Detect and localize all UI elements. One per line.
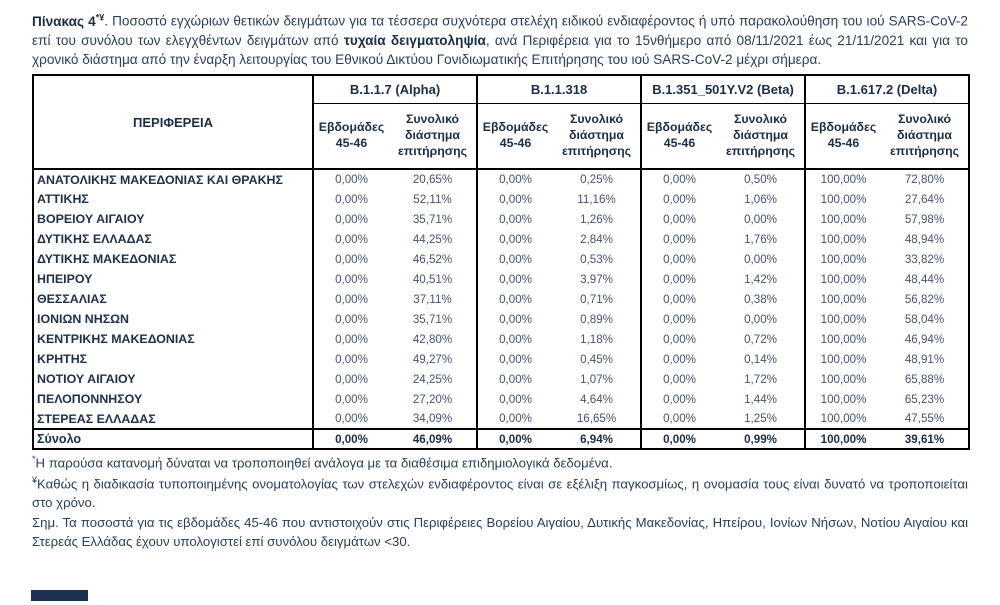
value-cell: 65,23% <box>904 392 945 406</box>
value-cell: 0,00% <box>477 389 553 409</box>
table-row <box>33 369 969 389</box>
value-cell: 16,65% <box>576 412 617 426</box>
value-cell: 0,00% <box>641 229 717 249</box>
value-cell: 46,52% <box>412 252 453 266</box>
table-row <box>33 229 969 249</box>
value-cell: 1,44% <box>744 392 777 406</box>
value-cell: 0,00% <box>477 189 553 209</box>
value-cell: 100,00% <box>805 289 881 309</box>
value-cell: 1,72% <box>744 372 777 386</box>
value-cell: 0,00% <box>641 209 717 229</box>
region-cell: ΙΟΝΙΩΝ ΝΗΣΩΝ <box>37 312 130 327</box>
footnote-2 <box>32 474 968 513</box>
subheader-total: Συνολικό διάστημα επιτήρησης <box>389 103 477 169</box>
value-cell: 100,00% <box>805 369 881 389</box>
page-title <box>32 11 968 69</box>
group-header-b11318: B.1.1.318 <box>477 75 641 103</box>
table-body <box>33 169 969 429</box>
value-cell: 100,00% <box>805 429 881 449</box>
value-cell: 20,65% <box>412 173 453 187</box>
value-cell: 0,45% <box>580 352 613 366</box>
subheader-weeks: Εβδομάδες 45-46 <box>313 103 389 169</box>
title-text-2: , ανά Περιφέρεια για το 15νθήμερο από 08/11/2021 έως 21/11/2021 και για το χρονικό διάστημα από την έναρξη λειτουργίας του Εθνικού Δικτύου Γονιδιωματικής Επιτήρησης του ιού SARS-CoV-2 μέχρι σήμερα. <box>32 32 968 68</box>
value-cell: 0,00% <box>477 429 553 449</box>
value-cell: 0,00% <box>641 309 717 329</box>
footnote-1-marker: * <box>32 454 36 465</box>
value-cell: 0,00% <box>641 349 717 369</box>
value-cell: 49,27% <box>412 352 453 366</box>
value-cell: 0,00% <box>477 369 553 389</box>
value-cell: 0,00% <box>313 349 389 369</box>
value-cell: 0,00% <box>641 249 717 269</box>
value-cell: 0,71% <box>580 292 613 306</box>
value-cell: 0,00% <box>641 389 717 409</box>
value-cell: 100,00% <box>805 169 881 189</box>
value-cell: 100,00% <box>805 349 881 369</box>
table-row <box>33 409 969 429</box>
region-cell: ΝΟΤΙΟΥ ΑΙΓΑΙΟΥ <box>37 372 136 387</box>
value-cell: 48,91% <box>904 352 945 366</box>
value-cell: 46,94% <box>904 332 945 346</box>
value-cell: 42,80% <box>412 332 453 346</box>
subheader-weeks: Εβδομάδες 45-46 <box>805 103 881 169</box>
value-cell: 47,55% <box>904 412 945 426</box>
table-foot <box>33 429 969 449</box>
value-cell: 1,18% <box>580 332 613 346</box>
value-cell: 100,00% <box>805 309 881 329</box>
value-cell: 1,26% <box>580 212 613 226</box>
table-row <box>33 269 969 289</box>
value-cell: 3,97% <box>580 272 613 286</box>
value-cell: 33,82% <box>904 252 945 266</box>
value-cell: 0,00% <box>313 389 389 409</box>
value-cell: 100,00% <box>805 269 881 289</box>
value-cell: 56,82% <box>904 292 945 306</box>
value-cell: 0,53% <box>580 252 613 266</box>
value-cell: 0,00% <box>744 312 777 326</box>
value-cell: 100,00% <box>805 209 881 229</box>
value-cell: 1,07% <box>580 372 613 386</box>
value-cell: 1,76% <box>744 232 777 246</box>
value-cell: 35,71% <box>412 312 453 326</box>
region-cell: ΚΡΗΤΗΣ <box>37 352 88 367</box>
value-cell: 0,14% <box>744 352 777 366</box>
value-cell: 0,00% <box>641 289 717 309</box>
value-cell: 0,00% <box>477 209 553 229</box>
value-cell: 2,84% <box>580 232 613 246</box>
region-cell: ΒΟΡΕΙΟΥ ΑΙΓΑΙΟΥ <box>37 212 145 227</box>
group-header-alpha: B.1.1.7 (Alpha) <box>313 75 477 103</box>
footnote-2-marker: ¥ <box>32 474 38 485</box>
title-bold-phrase: τυχαία δειγματοληψία <box>343 32 486 48</box>
value-cell: 0,00% <box>313 329 389 349</box>
region-column-header: ΠΕΡΙΦΕΡΕΙΑ <box>33 75 313 169</box>
value-cell: 0,00% <box>477 169 553 189</box>
value-cell: 100,00% <box>805 249 881 269</box>
value-cell: 6,94% <box>553 429 641 449</box>
value-cell: 100,00% <box>805 189 881 209</box>
value-cell: 0,00% <box>313 409 389 429</box>
value-cell: 0,00% <box>313 209 389 229</box>
value-cell: 0,00% <box>477 409 553 429</box>
value-cell: 40,51% <box>412 272 453 286</box>
table-row <box>33 209 969 229</box>
value-cell: 0,00% <box>641 169 717 189</box>
value-cell: 0,00% <box>744 252 777 266</box>
value-cell: 0,00% <box>313 169 389 189</box>
region-cell: ΚΕΝΤΡΙΚΗΣ ΜΑΚΕΔΟΝΙΑΣ <box>37 332 195 347</box>
value-cell: 0,00% <box>477 329 553 349</box>
footnote-1 <box>32 453 968 473</box>
value-cell: 11,16% <box>577 192 616 206</box>
value-cell: 0,00% <box>477 309 553 329</box>
value-cell: 0,00% <box>477 289 553 309</box>
value-cell: 0,50% <box>744 173 777 187</box>
value-cell: 0,00% <box>641 329 717 349</box>
group-header-beta: B.1.351_501Y.V2 (Beta) <box>641 75 805 103</box>
value-cell: 0,00% <box>313 269 389 289</box>
subheader-total: Συνολικό διάστημα επιτήρησης <box>717 103 805 169</box>
variants-table <box>32 74 970 450</box>
value-cell: 0,00% <box>477 349 553 369</box>
subheader-total: Συνολικό διάστημα επιτήρησης <box>553 103 641 169</box>
value-cell: 24,25% <box>412 372 453 386</box>
value-cell: 1,06% <box>744 192 777 206</box>
total-row <box>33 429 969 449</box>
value-cell: 27,64% <box>904 192 945 206</box>
value-cell: 44,25% <box>412 232 453 246</box>
region-cell: ΑΤΤΙΚΗΣ <box>37 192 89 207</box>
title-footnote-markers: *¥ <box>95 12 105 22</box>
value-cell: 0,00% <box>313 229 389 249</box>
value-cell: 0,00% <box>477 229 553 249</box>
region-cell: ΔΥΤΙΚΗΣ ΕΛΛΑΔΑΣ <box>37 232 152 247</box>
value-cell: 58,04% <box>904 312 945 326</box>
value-cell: 0,00% <box>477 269 553 289</box>
value-cell: 0,00% <box>313 249 389 269</box>
region-cell: ΣΤΕΡΕΑΣ ΕΛΛΑΔΑΣ <box>37 411 156 426</box>
region-cell: ΠΕΛΟΠΟΝΝΗΣΟΥ <box>37 392 143 407</box>
value-cell: 0,00% <box>641 369 717 389</box>
note-paragraph: Σημ. Τα ποσοστά για τις εβδομάδες 45-46 που αντιστοιχούν στις Περιφέρειες Βορείου Αιγαίου, Δυτικής Μακεδονίας, Ηπείρου, Ιονίων Νήσων, Νοτίου Αιγαίου και Στερεάς Ελλάδας έχουν υπολογιστεί επί συνόλου δειγμάτων <30. <box>32 515 968 550</box>
value-cell: 65,88% <box>904 372 945 386</box>
value-cell: 0,00% <box>313 309 389 329</box>
value-cell: 57,98% <box>904 212 945 226</box>
table-row <box>33 249 969 269</box>
subheader-weeks: Εβδομάδες 45-46 <box>477 103 553 169</box>
region-cell: ΘΕΣΣΑΛΙΑΣ <box>37 292 107 307</box>
region-cell: ΑΝΑΤΟΛΙΚΗΣ ΜΑΚΕΔΟΝΙΑΣ ΚΑΙ ΘΡΑΚΗΣ <box>37 172 283 187</box>
value-cell: 48,44% <box>904 272 945 286</box>
value-cell: 100,00% <box>805 389 881 409</box>
value-cell: 37,11% <box>413 292 452 306</box>
value-cell: 27,20% <box>412 392 453 406</box>
table-row <box>33 289 969 309</box>
group-header-delta: B.1.617.2 (Delta) <box>805 75 969 103</box>
value-cell: 0,25% <box>580 173 613 187</box>
value-cell: 0,00% <box>744 212 777 226</box>
table-row <box>33 349 969 369</box>
table-number-label: Πίνακας 4 <box>32 13 96 29</box>
region-cell: Σύνολο <box>33 429 313 449</box>
value-cell: 0,00% <box>313 289 389 309</box>
subheader-total: Συνολικό διάστημα επιτήρησης <box>881 103 969 169</box>
value-cell: 0,00% <box>641 429 717 449</box>
value-cell: 100,00% <box>805 409 881 429</box>
value-cell: 4,64% <box>580 392 613 406</box>
value-cell: 0,00% <box>477 249 553 269</box>
value-cell: 52,11% <box>413 192 452 206</box>
region-cell: ΗΠΕΙΡΟΥ <box>37 272 93 287</box>
value-cell: 34,09% <box>412 412 453 426</box>
footnote-2-text: Καθώς η διαδικασία τυποποιημένης ονοματολογίας των στελεχών ενδιαφέροντος είναι σε εξέλιξη παγκοσμίως, η ονομασία τους είναι δυνατό να τροποποιείται στο χρόνο. <box>32 475 968 510</box>
value-cell: 0,00% <box>313 369 389 389</box>
table-row <box>33 309 969 329</box>
footer-mark <box>31 590 88 601</box>
value-cell: 0,00% <box>641 189 717 209</box>
value-cell: 0,00% <box>313 189 389 209</box>
value-cell: 0,89% <box>580 312 613 326</box>
value-cell: 0,38% <box>744 292 777 306</box>
footnote-1-text: Η παρούσα κατανομή δύναται να τροποποιηθεί ανάλογα με τα διαθέσιμα επιδημιολογικά δεδομένα. <box>35 455 613 471</box>
value-cell: 100,00% <box>805 229 881 249</box>
table-row <box>33 189 969 209</box>
value-cell: 0,00% <box>313 429 389 449</box>
value-cell: 39,61% <box>881 429 969 449</box>
value-cell: 1,25% <box>744 412 777 426</box>
title-text-1: . Ποσοστό εγχώριων θετικών δειγμάτων για τα τέσσερα συχνότερα στελέχη ειδικού ενδιαφέροντος ή υπό παρακολούθηση του ιού SARS-CoV-2 επί του συνόλου των ελεγχθέντων δειγμάτων από <box>32 13 968 48</box>
value-cell: 72,80% <box>904 173 945 187</box>
value-cell: 0,99% <box>717 429 805 449</box>
value-cell: 1,42% <box>744 272 777 286</box>
value-cell: 0,00% <box>641 409 717 429</box>
region-cell: ΔΥΤΙΚΗΣ ΜΑΚΕΔΟΝΙΑΣ <box>37 252 177 267</box>
table-row <box>33 389 969 409</box>
value-cell: 35,71% <box>412 212 453 226</box>
table-row <box>33 169 969 189</box>
value-cell: 100,00% <box>805 329 881 349</box>
value-cell: 48,94% <box>904 232 945 246</box>
value-cell: 46,09% <box>389 429 477 449</box>
value-cell: 0,72% <box>744 332 777 346</box>
value-cell: 0,00% <box>641 269 717 289</box>
table-row <box>33 329 969 349</box>
footnotes-block <box>32 453 968 551</box>
subheader-weeks: Εβδομάδες 45-46 <box>641 103 717 169</box>
